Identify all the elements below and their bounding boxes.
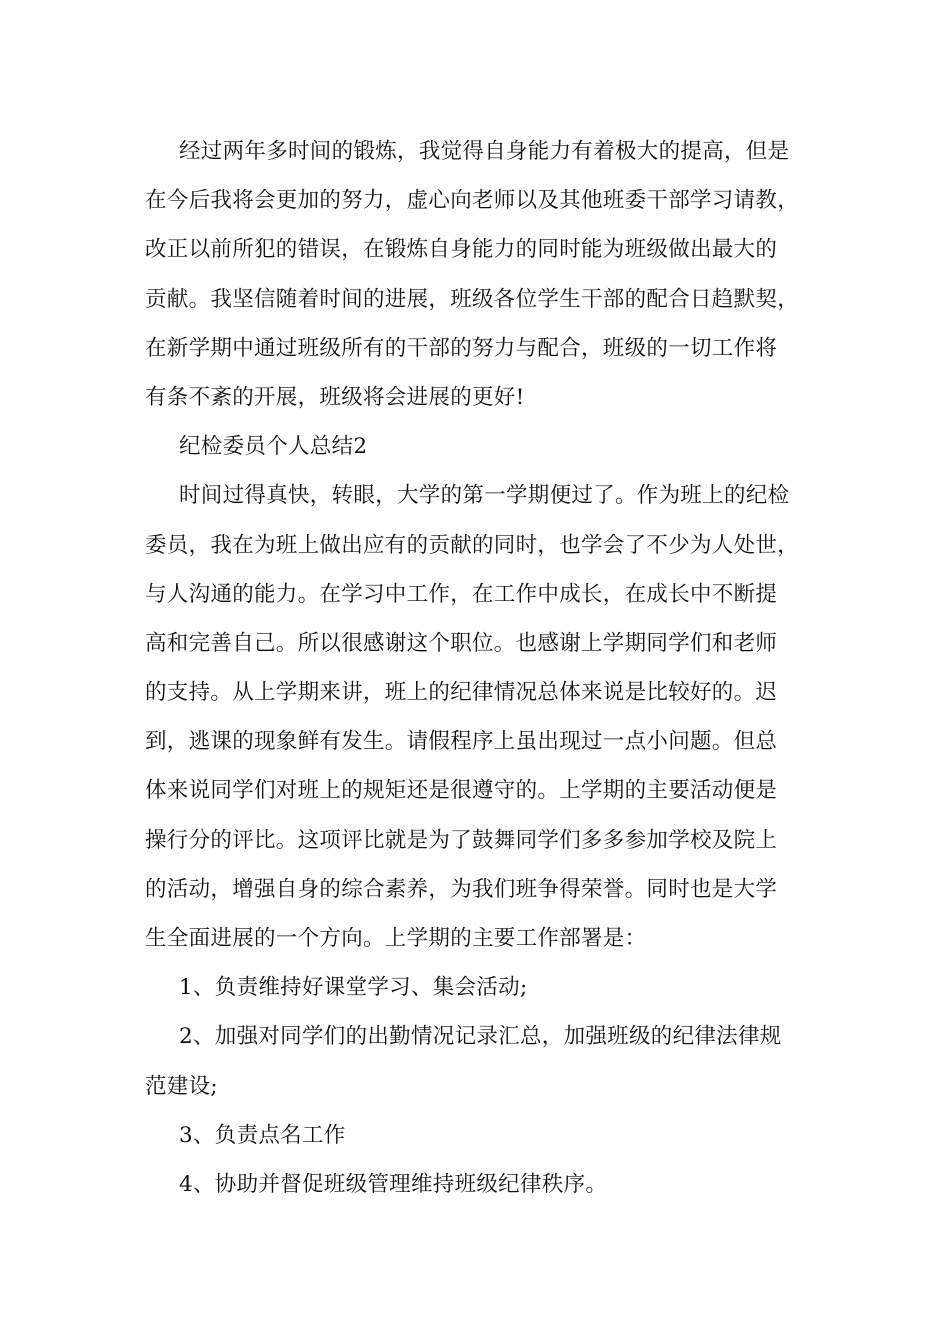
text-line: 到，逃课的现象鲜有发生。请假程序上虽出现过一点小问题。但总 <box>145 729 778 755</box>
text-line: 高和完善自己。所以很感谢这个职位。也感谢上学期同学们和老师 <box>145 630 778 656</box>
text-line: 体来说同学们对班上的规矩还是很遵守的。上学期的主要活动便是 <box>145 778 778 804</box>
list-item: 3、负责点名工作 <box>179 1122 346 1148</box>
text-line: 贡献。我坚信随着时间的进展，班级各位学生干部的配合日趋默契， <box>145 286 800 312</box>
list-item-continuation: 范建设; <box>145 1073 218 1099</box>
text-line: 在今后我将会更加的努力，虚心向老师以及其他班委干部学习请教， <box>145 188 800 214</box>
text-line: 改正以前所犯的错误，在锻炼自身能力的同时能为班级做出最大的 <box>145 237 778 263</box>
text-line: 有条不紊的开展，班级将会进展的更好! <box>145 384 525 410</box>
section-heading: 纪检委员个人总结2 <box>179 434 368 460</box>
text-line: 生全面进展的一个方向。上学期的主要工作部署是： <box>145 926 647 951</box>
text-line: 委员，我在为班上做出应有的贡献的同时，也学会了不少为人处世， <box>145 532 800 558</box>
text-line: 经过两年多时间的锻炼，我觉得自身能力有着极大的提高，但是 <box>179 139 790 164</box>
list-item: 2、加强对同学们的出勤情况记录汇总，加强班级的纪律法律规 <box>179 1024 782 1050</box>
text-line: 的活动，增强自身的综合素养，为我们班争得荣誉。同时也是大学 <box>145 876 778 902</box>
list-item: 1、负责维持好课堂学习、集会活动; <box>179 975 528 1001</box>
document-body <box>145 127 825 1209</box>
list-item: 4、协助并督促班级管理维持班级纪律秩序。 <box>179 1171 608 1197</box>
text-line: 与人沟通的能力。在学习中工作，在工作中成长，在成长中不断提 <box>145 581 778 607</box>
text-line: 的支持。从上学期来讲，班上的纪律情况总体来说是比较好的。迟 <box>145 680 778 706</box>
text-line: 操行分的评比。这项评比就是为了鼓舞同学们多多参加学校及院上 <box>145 827 778 853</box>
text-line: 在新学期中通过班级所有的干部的努力与配合，班级的一切工作将 <box>145 335 778 361</box>
text-line: 时间过得真快，转眼，大学的第一学期便过了。作为班上的纪检 <box>179 483 790 509</box>
